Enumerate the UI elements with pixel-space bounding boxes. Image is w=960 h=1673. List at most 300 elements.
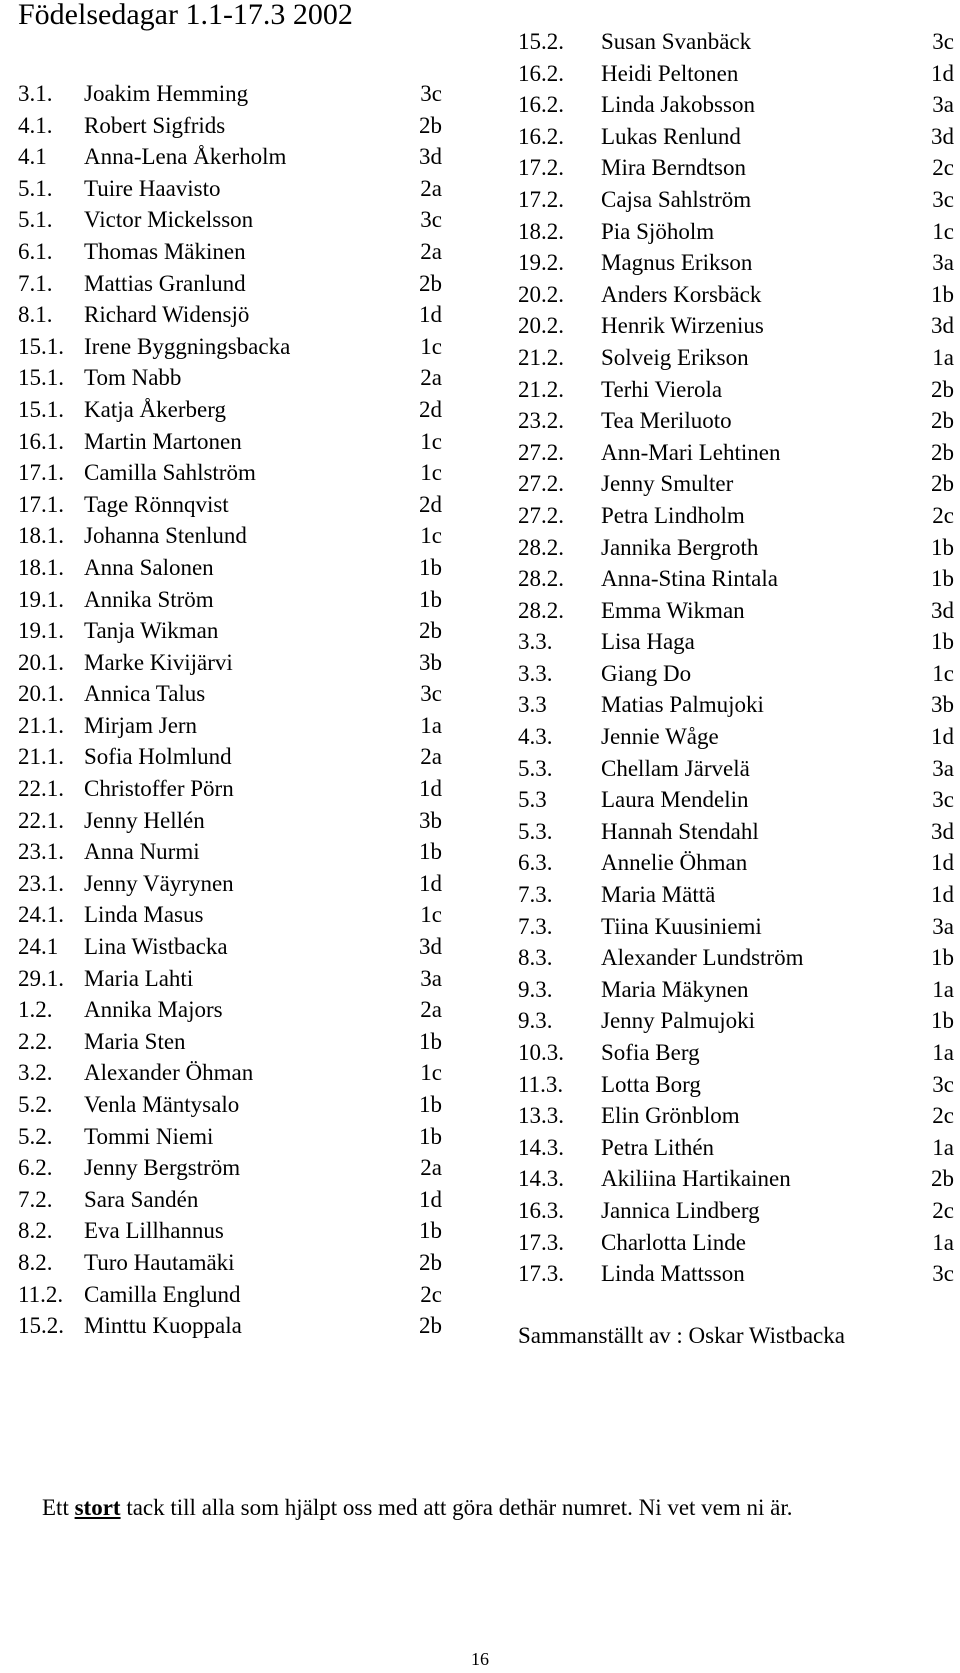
birthday-name: Jannica Lindberg xyxy=(601,1197,760,1223)
birthday-name: Martin Martonen xyxy=(84,428,242,454)
birthday-name: Tommi Niemi xyxy=(84,1123,214,1149)
birthday-name: Irene Byggningsbacka xyxy=(84,333,291,359)
birthday-row xyxy=(518,500,954,532)
birthday-name: Linda Masus xyxy=(84,902,204,928)
birthday-date: 18.1. xyxy=(18,523,64,549)
birthday-date: 7.2. xyxy=(18,1186,53,1212)
birthday-row xyxy=(518,184,954,216)
birthday-class: 3b xyxy=(931,692,954,718)
birthday-name: Elin Grönblom xyxy=(601,1103,740,1129)
birthday-class: 3a xyxy=(932,92,954,118)
birthday-date: 5.3. xyxy=(518,818,553,844)
birthday-class: 2b xyxy=(419,618,442,644)
birthday-date: 22.1. xyxy=(18,776,64,802)
birthday-date: 8.1. xyxy=(18,302,53,328)
birthday-name: Lina Wistbacka xyxy=(84,934,228,960)
birthday-row xyxy=(18,647,442,679)
birthday-name: Chellam Järvelä xyxy=(601,755,750,781)
birthday-class: 2b xyxy=(931,408,954,434)
birthday-class: 2c xyxy=(932,1103,954,1129)
birthday-date: 15.2. xyxy=(18,1313,64,1339)
birthday-row xyxy=(518,1163,954,1195)
birthday-name: Richard Widensjö xyxy=(84,302,250,328)
birthday-name: Jenny Väyrynen xyxy=(84,870,234,896)
birthday-row xyxy=(518,437,954,469)
birthday-row xyxy=(518,1258,954,1290)
birthday-name: Camilla Englund xyxy=(84,1281,241,1307)
birthday-date: 8.2. xyxy=(18,1218,53,1244)
birthday-date: 4.3. xyxy=(518,724,553,750)
birthday-class: 3c xyxy=(420,81,442,106)
birthday-row xyxy=(18,678,442,710)
thanks-note xyxy=(42,1494,793,1522)
birthday-class: 2b xyxy=(931,439,954,465)
birthday-date: 18.1. xyxy=(18,554,64,580)
birthday-class: 1c xyxy=(932,660,954,686)
birthday-row xyxy=(18,836,442,868)
birthday-name: Jenny Smulter xyxy=(601,471,734,497)
birthday-class: 3a xyxy=(420,965,442,991)
birthday-row xyxy=(518,374,954,406)
thanks-emphasis: stort xyxy=(74,1495,121,1520)
birthday-row xyxy=(518,89,954,121)
birthday-date: 19.2. xyxy=(518,250,564,276)
birthday-row xyxy=(518,595,954,627)
birthday-date: 28.2. xyxy=(518,534,564,560)
birthday-date: 3.2. xyxy=(18,1060,53,1086)
birthday-date: 17.3. xyxy=(518,1261,564,1287)
birthday-class: 3c xyxy=(932,1071,954,1097)
birthday-date: 23.1. xyxy=(18,839,64,865)
birthday-class: 3d xyxy=(931,313,954,339)
birthday-date: 5.2. xyxy=(18,1092,53,1117)
birthday-class: 2c xyxy=(932,1197,954,1223)
birthday-row xyxy=(18,1089,442,1121)
birthday-name: Maria Mättä xyxy=(601,882,716,908)
birthday-class: 3c xyxy=(932,1261,954,1287)
birthday-name: Anna Salonen xyxy=(84,554,214,580)
birthday-date: 10.3. xyxy=(518,1040,564,1065)
birthday-name: Minttu Kuoppala xyxy=(84,1313,242,1339)
birthday-class: 2b xyxy=(419,112,442,138)
birthday-class: 2c xyxy=(932,502,954,528)
birthday-name: Turo Hautamäki xyxy=(84,1249,235,1275)
birthday-class: 1b xyxy=(419,1092,442,1117)
birthday-row xyxy=(518,121,954,153)
birthday-class: 1b xyxy=(931,945,954,971)
birthday-row xyxy=(18,1310,442,1342)
birthday-row xyxy=(518,1005,954,1037)
birthday-row xyxy=(18,584,442,616)
birthday-row xyxy=(18,1247,442,1279)
birthday-date: 4.1. xyxy=(18,112,53,138)
birthday-class: 2d xyxy=(419,396,442,422)
birthday-date: 24.1. xyxy=(18,902,64,928)
birthday-row xyxy=(518,26,954,58)
birthday-class: 3b xyxy=(419,807,442,833)
birthday-class: 1d xyxy=(419,1186,442,1212)
birthday-row xyxy=(518,532,954,564)
birthday-row xyxy=(18,963,442,995)
birthday-date: 23.2. xyxy=(518,408,564,434)
birthday-date: 16.1. xyxy=(18,428,64,454)
birthday-date: 27.2. xyxy=(518,502,564,528)
birthday-name: Alexander Öhman xyxy=(84,1060,254,1086)
birthday-class: 1a xyxy=(932,1229,954,1255)
birthday-row xyxy=(18,268,442,300)
birthday-name: Annika Ström xyxy=(84,586,214,612)
birthday-class: 1c xyxy=(420,428,442,454)
birthday-name: Anna Nurmi xyxy=(84,839,200,865)
birthday-name: Christoffer Pörn xyxy=(84,776,234,802)
birthday-date: 7.3. xyxy=(518,913,553,939)
birthday-row xyxy=(518,1069,954,1101)
birthday-name: Tuire Haavisto xyxy=(84,175,221,201)
birthday-class: 3d xyxy=(419,144,442,170)
birthday-class: 2c xyxy=(420,1281,442,1307)
birthday-class: 2d xyxy=(419,491,442,517)
birthday-name: Jennie Wåge xyxy=(601,724,719,750)
birthday-class: 1b xyxy=(419,554,442,580)
birthday-name: Johanna Stenlund xyxy=(84,523,247,549)
birthday-class: 3c xyxy=(420,681,442,707)
birthday-row xyxy=(18,552,442,584)
birthday-name: Linda Jakobsson xyxy=(601,92,755,118)
birthday-date: 5.3 xyxy=(518,787,547,813)
birthday-date: 7.1. xyxy=(18,270,53,296)
birthday-row xyxy=(18,110,442,142)
page-number: 16 xyxy=(471,1649,489,1669)
birthday-class: 2b xyxy=(419,1313,442,1339)
birthday-date: 29.1. xyxy=(18,965,64,991)
birthday-date: 17.3. xyxy=(518,1229,564,1255)
birthday-class: 1d xyxy=(931,882,954,908)
birthday-row xyxy=(518,342,954,374)
birthday-class: 2c xyxy=(932,155,954,181)
birthday-row xyxy=(518,689,954,721)
birthday-name: Petra Lithén xyxy=(601,1134,715,1160)
page-title: Födelsedagar 1.1-17.3 2002 xyxy=(18,0,353,31)
birthday-name: Katja Åkerberg xyxy=(84,396,226,422)
birthday-class: 2a xyxy=(420,365,442,391)
birthday-class: 1c xyxy=(420,902,442,928)
birthday-class: 1b xyxy=(419,1123,442,1149)
birthday-class: 1b xyxy=(931,534,954,560)
birthday-name: Eva Lillhannus xyxy=(84,1218,224,1244)
birthday-row xyxy=(18,805,442,837)
birthday-class: 1d xyxy=(931,60,954,86)
birthday-date: 15.1. xyxy=(18,365,64,391)
birthday-name: Maria Lahti xyxy=(84,965,194,991)
birthday-class: 3d xyxy=(419,934,442,960)
birthday-name: Cajsa Sahlström xyxy=(601,186,752,212)
birthday-date: 21.2. xyxy=(518,344,564,370)
birthday-class: 2a xyxy=(420,175,442,201)
birthday-class: 1a xyxy=(932,1134,954,1160)
birthday-class: 2b xyxy=(931,376,954,402)
birthday-class: 2b xyxy=(419,270,442,296)
birthday-date: 6.1. xyxy=(18,238,53,264)
birthday-row xyxy=(518,784,954,816)
birthday-row xyxy=(18,141,442,173)
birthday-date: 5.2. xyxy=(18,1123,53,1149)
birthday-name: Terhi Vierola xyxy=(601,376,723,402)
birthday-row xyxy=(518,247,954,279)
birthday-class: 3a xyxy=(932,755,954,781)
birthday-date: 16.2. xyxy=(518,60,564,86)
birthday-date: 18.2. xyxy=(518,218,564,244)
birthday-class: 3d xyxy=(931,123,954,149)
birthday-class: 1d xyxy=(931,850,954,876)
birthday-name: Matias Palmujoki xyxy=(601,692,764,718)
birthday-class: 2a xyxy=(420,1155,442,1181)
birthday-class: 1d xyxy=(419,870,442,896)
birthday-row xyxy=(18,931,442,963)
birthday-date: 17.1. xyxy=(18,491,64,517)
birthday-row xyxy=(518,1227,954,1259)
birthday-date: 17.2. xyxy=(518,155,564,181)
birthday-date: 21.1. xyxy=(18,744,64,770)
birthday-list-left xyxy=(18,78,442,1342)
birthday-class: 3c xyxy=(932,29,954,54)
birthday-class: 2a xyxy=(420,238,442,264)
thanks-after: tack till alla som hjälpt oss med att göra dethär numret. Ni vet vem ni är. xyxy=(120,1495,793,1520)
birthday-name: Lotta Borg xyxy=(601,1071,701,1097)
birthday-name: Charlotta Linde xyxy=(601,1229,746,1255)
birthday-name: Giang Do xyxy=(601,660,692,686)
birthday-name: Maria Sten xyxy=(84,1028,186,1054)
birthday-row xyxy=(18,1057,442,1089)
birthday-date: 28.2. xyxy=(518,597,564,623)
birthday-name: Tanja Wikman xyxy=(84,618,219,644)
birthday-row xyxy=(518,58,954,90)
birthday-row xyxy=(518,816,954,848)
birthday-name: Joakim Hemming xyxy=(84,81,249,106)
birthday-class: 3d xyxy=(931,597,954,623)
birthday-date: 2.2. xyxy=(18,1028,53,1054)
birthday-name: Emma Wikman xyxy=(601,597,745,623)
birthday-class: 1d xyxy=(931,724,954,750)
birthday-class: 2b xyxy=(931,471,954,497)
birthday-row xyxy=(518,1100,954,1132)
birthday-date: 16.2. xyxy=(518,123,564,149)
birthday-date: 7.3. xyxy=(518,882,553,908)
birthday-name: Magnus Erikson xyxy=(601,250,753,276)
birthday-date: 14.3. xyxy=(518,1166,564,1192)
birthday-class: 3b xyxy=(419,649,442,675)
birthday-name: Sofia Berg xyxy=(601,1040,700,1065)
birthday-row xyxy=(18,489,442,521)
birthday-date: 22.1. xyxy=(18,807,64,833)
birthday-row xyxy=(18,1215,442,1247)
birthday-name: Sofia Holmlund xyxy=(84,744,232,770)
birthday-date: 15.1. xyxy=(18,333,64,359)
birthday-class: 2a xyxy=(420,744,442,770)
birthday-list-right xyxy=(518,26,954,1290)
birthday-date: 20.1. xyxy=(18,649,64,675)
birthday-class: 1c xyxy=(420,1060,442,1086)
birthday-row xyxy=(518,468,954,500)
birthday-row xyxy=(518,879,954,911)
birthday-date: 6.3. xyxy=(518,850,553,876)
birthday-name: Robert Sigfrids xyxy=(84,112,226,138)
birthday-name: Venla Mäntysalo xyxy=(84,1092,240,1117)
birthday-row xyxy=(518,974,954,1006)
birthday-row xyxy=(18,204,442,236)
birthday-name: Tage Rönnqvist xyxy=(84,491,229,517)
birthday-name: Solveig Erikson xyxy=(601,344,749,370)
birthday-date: 1.2. xyxy=(18,997,53,1023)
birthday-date: 16.2. xyxy=(518,92,564,118)
birthday-class: 1b xyxy=(931,629,954,655)
birthday-class: 1c xyxy=(932,218,954,244)
birthday-name: Mirjam Jern xyxy=(84,712,198,738)
birthday-class: 1b xyxy=(419,586,442,612)
birthday-date: 3.1. xyxy=(18,81,53,106)
compiled-by-note: Sammanställt av : Oskar Wistbacka xyxy=(518,1323,845,1348)
birthday-row xyxy=(18,362,442,394)
birthday-date: 19.1. xyxy=(18,618,64,644)
birthday-class: 2b xyxy=(419,1249,442,1275)
birthday-date: 15.2. xyxy=(518,29,564,54)
birthday-row xyxy=(518,310,954,342)
birthday-date: 5.1. xyxy=(18,207,53,233)
birthday-row xyxy=(518,721,954,753)
birthday-date: 5.3. xyxy=(518,755,553,781)
birthday-class: 1a xyxy=(932,1040,954,1065)
birthday-name: Henrik Wirzenius xyxy=(601,313,764,339)
birthday-name: Marke Kivijärvi xyxy=(84,649,233,675)
birthday-row xyxy=(18,1121,442,1153)
birthday-row xyxy=(518,1037,954,1069)
birthday-date: 28.2. xyxy=(518,566,564,592)
birthday-name: Annika Majors xyxy=(84,997,223,1023)
birthday-row xyxy=(18,741,442,773)
birthday-date: 4.1 xyxy=(18,144,47,170)
birthday-name: Laura Mendelin xyxy=(601,787,749,813)
birthday-date: 19.1. xyxy=(18,586,64,612)
birthday-name: Thomas Mäkinen xyxy=(84,238,246,264)
birthday-name: Anna-Stina Rintala xyxy=(601,566,778,592)
birthday-name: Jenny Palmujoki xyxy=(601,1008,755,1034)
birthday-name: Tea Meriluoto xyxy=(601,408,732,434)
birthday-name: Akiliina Hartikainen xyxy=(601,1166,791,1192)
birthday-name: Mattias Granlund xyxy=(84,270,246,296)
birthday-class: 3c xyxy=(932,186,954,212)
birthday-row xyxy=(518,942,954,974)
birthday-name: Ann-Mari Lehtinen xyxy=(601,439,781,465)
birthday-date: 6.2. xyxy=(18,1155,53,1181)
birthday-date: 8.2. xyxy=(18,1249,53,1275)
birthday-row xyxy=(518,563,954,595)
birthday-name: Jannika Bergroth xyxy=(601,534,759,560)
birthday-class: 1b xyxy=(931,281,954,307)
birthday-row xyxy=(18,615,442,647)
birthday-class: 3a xyxy=(932,250,954,276)
birthday-row xyxy=(18,78,442,110)
birthday-row xyxy=(18,457,442,489)
birthday-date: 20.2. xyxy=(518,281,564,307)
birthday-date: 21.1. xyxy=(18,712,64,738)
birthday-row xyxy=(18,994,442,1026)
birthday-name: Susan Svanbäck xyxy=(601,29,752,54)
birthday-name: Tiina Kuusiniemi xyxy=(601,913,762,939)
birthday-date: 27.2. xyxy=(518,471,564,497)
birthday-row xyxy=(518,1195,954,1227)
birthday-class: 2a xyxy=(420,997,442,1023)
thanks-before: Ett xyxy=(42,1495,75,1520)
birthday-date: 17.2. xyxy=(518,186,564,212)
birthday-row xyxy=(518,152,954,184)
birthday-row xyxy=(18,394,442,426)
birthday-date: 17.1. xyxy=(18,460,64,486)
birthday-name: Tom Nabb xyxy=(84,365,182,391)
birthday-name: Maria Mäkynen xyxy=(601,976,749,1002)
birthday-class: 1b xyxy=(931,1008,954,1034)
birthday-class: 1d xyxy=(419,302,442,328)
birthday-class: 1a xyxy=(932,976,954,1002)
birthday-date: 3.3. xyxy=(518,629,553,655)
birthday-row xyxy=(18,331,442,363)
birthday-class: 1c xyxy=(420,523,442,549)
birthday-name: Lukas Renlund xyxy=(601,123,741,149)
birthday-row xyxy=(18,173,442,205)
birthday-name: Linda Mattsson xyxy=(601,1261,745,1287)
birthday-date: 13.3. xyxy=(518,1103,564,1129)
birthday-name: Mira Berndtson xyxy=(601,155,747,181)
birthday-class: 1a xyxy=(932,344,954,370)
birthday-row xyxy=(18,899,442,931)
birthday-class: 1d xyxy=(419,776,442,802)
birthday-name: Annica Talus xyxy=(84,681,206,707)
birthday-row xyxy=(18,1184,442,1216)
birthday-name: Anders Korsbäck xyxy=(601,281,762,307)
birthday-name: Annelie Öhman xyxy=(601,850,748,876)
birthday-date: 8.3. xyxy=(518,945,553,971)
birthday-date: 3.3 xyxy=(518,692,547,718)
birthday-class: 1a xyxy=(420,712,442,738)
birthday-class: 1c xyxy=(420,333,442,359)
birthday-row xyxy=(518,279,954,311)
birthday-row xyxy=(518,753,954,785)
birthday-date: 3.3. xyxy=(518,660,553,686)
birthday-date: 21.2. xyxy=(518,376,564,402)
birthday-date: 11.2. xyxy=(18,1281,64,1307)
birthday-row xyxy=(518,658,954,690)
birthday-date: 20.1. xyxy=(18,681,64,707)
birthday-row xyxy=(518,847,954,879)
birthday-date: 27.2. xyxy=(518,439,564,465)
birthday-class: 3c xyxy=(932,787,954,813)
birthday-name: Sara Sandén xyxy=(84,1186,199,1212)
birthday-class: 3a xyxy=(932,913,954,939)
birthday-class: 1b xyxy=(419,839,442,865)
birthday-date: 9.3. xyxy=(518,976,553,1002)
birthday-name: Alexander Lundström xyxy=(601,945,804,971)
birthday-row xyxy=(18,868,442,900)
birthday-name: Pia Sjöholm xyxy=(601,218,715,244)
birthday-name: Petra Lindholm xyxy=(601,502,745,528)
birthday-class: 3d xyxy=(931,818,954,844)
birthday-class: 1c xyxy=(420,460,442,486)
birthday-row xyxy=(18,426,442,458)
birthday-row xyxy=(18,299,442,331)
birthday-name: Heidi Peltonen xyxy=(601,60,739,86)
birthday-name: Jenny Hellén xyxy=(84,807,205,833)
birthday-date: 24.1 xyxy=(18,934,59,960)
birthday-row xyxy=(518,626,954,658)
birthday-row xyxy=(518,216,954,248)
